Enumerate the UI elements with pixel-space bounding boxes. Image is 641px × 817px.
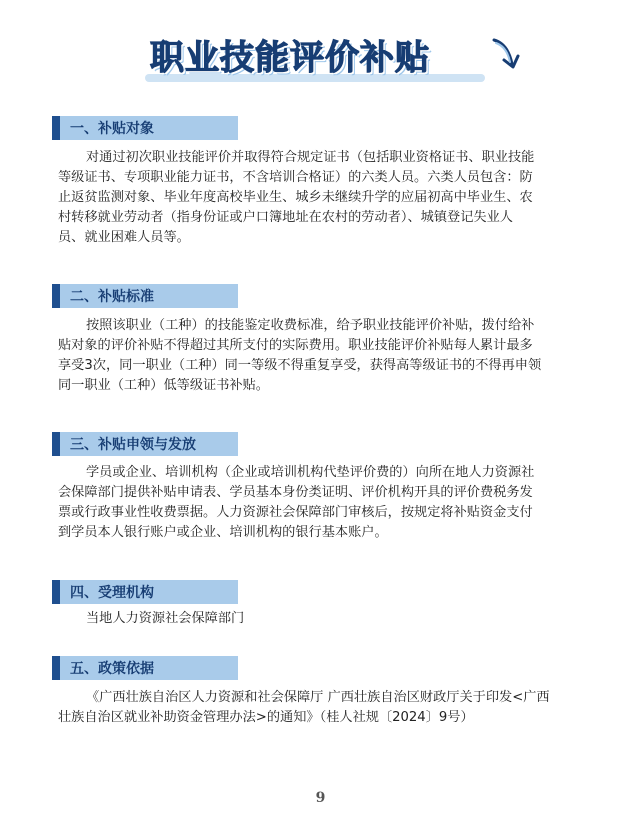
body-line: 票或行政事业性收费票据。人力资源社会保障部门审核后，按规定将补贴资金支付	[58, 505, 533, 520]
page-number: 9	[315, 790, 326, 806]
section-heading-bar	[52, 656, 60, 680]
section-body-4	[58, 609, 604, 629]
body-line: 同一职业（工种）低等级证书补贴。	[58, 378, 269, 393]
section-heading-bar	[52, 116, 60, 140]
body-line: 会保障部门提供补贴申请表、学员基本身份类证明、评价机构开具的评价费税务发	[58, 485, 533, 500]
arrow-icon	[490, 34, 524, 74]
section-heading-label: 三、补贴申领与发放	[70, 437, 196, 453]
section-heading-label: 四、受理机构	[70, 585, 154, 601]
body-line: 壮族自治区就业补助资金管理办法>的通知》（桂人社规〔2024〕9号）	[58, 710, 474, 725]
section-heading-bar	[52, 580, 60, 604]
body-line: 等级证书、专项职业能力证书，不含培训合格证）的六类人员。六类人员包含：防	[58, 170, 533, 185]
body-line: 贴对象的评价补贴不得超过其所支付的实际费用。职业技能评价补贴每人累计最多	[58, 338, 533, 353]
section-heading-3	[52, 432, 238, 456]
body-line: 《广西壮族自治区人力资源和社会保障厅 广西壮族自治区财政厅关于印发<广西	[86, 690, 550, 705]
section-heading-2	[52, 284, 238, 308]
section-heading-label: 五、政策依据	[70, 661, 154, 677]
body-line: 止返贫监测对象、毕业年度高校毕业生、城乡未继续升学的应届初高中毕业生、农	[58, 190, 533, 205]
body-line: 到学员本人银行账户或企业、培训机构的银行基本账户。	[58, 525, 388, 540]
body-line: 学员或企业、培训机构（企业或培训机构代垫评价费的）向所在地人力资源社	[86, 465, 535, 480]
body-line: 对通过初次职业技能评价并取得符合规定证书（包括职业资格证书、职业技能	[86, 150, 535, 165]
body-line: 当地人力资源社会保障部门	[86, 611, 245, 626]
section-body-5	[58, 688, 604, 728]
section-heading-4	[52, 580, 238, 604]
section-heading-bar	[52, 432, 60, 456]
section-body-1	[58, 148, 604, 248]
section-heading-bar	[52, 284, 60, 308]
section-heading-label: 一、补贴对象	[70, 121, 154, 137]
body-line: 享受3次，同一职业（工种）同一等级不得重复享受，获得高等级证书的不得再申领	[58, 358, 542, 373]
body-line: 村转移就业劳动者（指身份证或户口簿地址在农村的劳动者）、城镇登记失业人	[58, 210, 513, 225]
section-heading-label: 二、补贴标准	[70, 289, 154, 305]
section-body-3	[58, 463, 604, 543]
page-title: 职业技能评价补贴	[150, 38, 430, 78]
section-heading-1	[52, 116, 238, 140]
body-line: 按照该职业（工种）的技能鉴定收费标准，给予职业技能评价补贴，拨付给补	[86, 318, 535, 333]
title-area	[0, 28, 641, 84]
section-body-2	[58, 316, 604, 396]
section-heading-5	[52, 656, 238, 680]
body-line: 员、就业困难人员等。	[58, 230, 190, 245]
